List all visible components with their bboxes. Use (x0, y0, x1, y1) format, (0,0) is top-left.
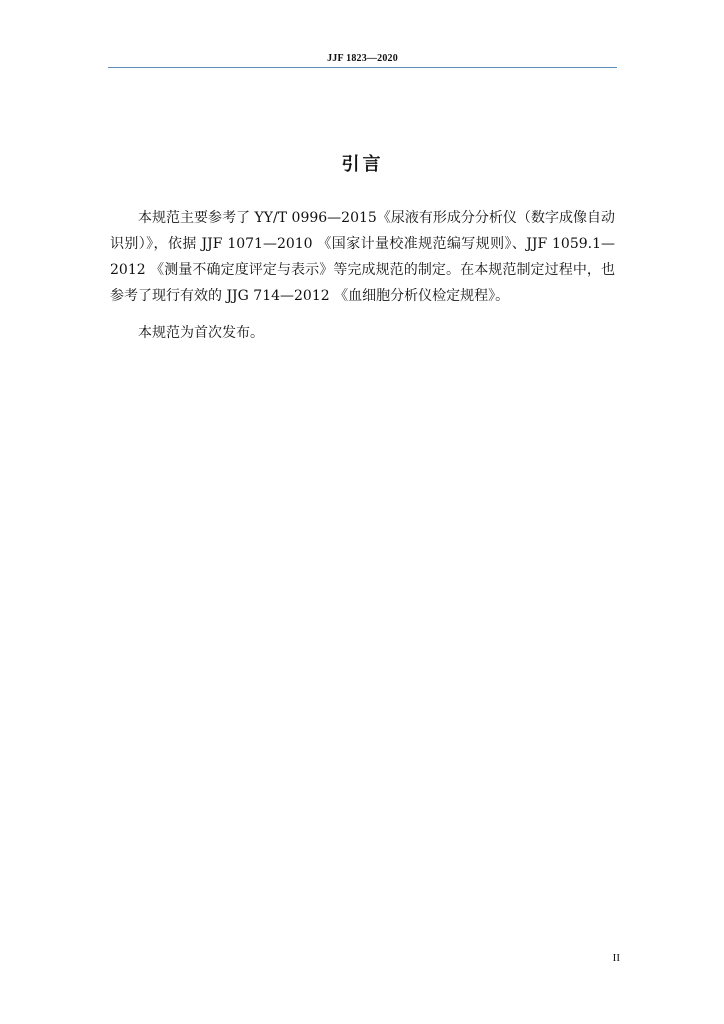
intro-paragraph-2: 本规范为首次发布。 (138, 325, 264, 341)
standard-code-header: JJF 1823—2020 (327, 53, 398, 64)
page-number: II (612, 952, 620, 964)
header-rule (108, 67, 617, 68)
intro-paragraph-1: 本规范主要参考了 YY/T 0996—2015《尿液有形成分分析仪（数字成像自动识别）》，依据 JJF 1071—2010 《国家计量校准规范编写规则》、JJF 1059.1—2012 《测量不确定度评定与表示》等完成规范的制定。在本规范制定过程中，也参考了现行有效的 JJG 714—2012 《血细胞分析仪检定规程》。 (110, 210, 615, 304)
section-title: 引言 (341, 154, 384, 175)
